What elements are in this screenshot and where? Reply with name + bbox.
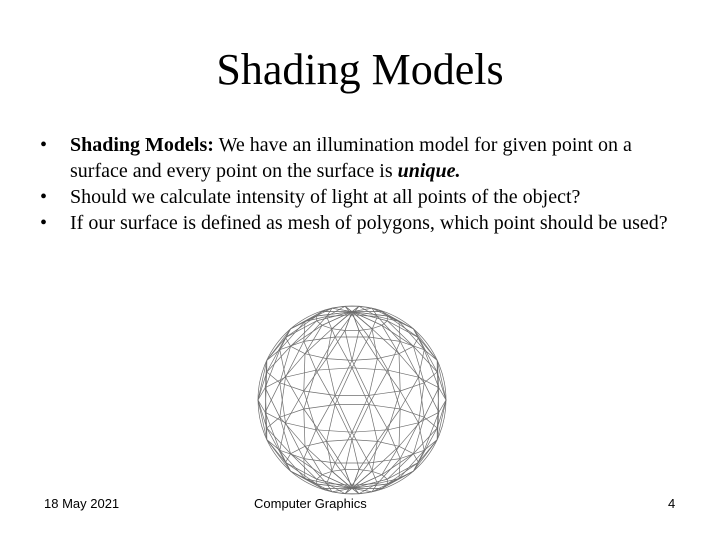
mesh-edge [424, 372, 437, 383]
mesh-edge [304, 409, 305, 446]
mesh-edge [335, 432, 352, 463]
bullet-list [40, 132, 680, 236]
mesh-edge [335, 405, 352, 440]
bullet-marker: • [40, 134, 48, 156]
mesh-edge [369, 405, 378, 442]
mesh-edge [369, 337, 388, 370]
mesh-edge [265, 383, 280, 413]
bullet-text: Should we calculate intensity of light at all points of the object? [70, 186, 581, 208]
mesh-edge [352, 368, 388, 370]
mesh-edge [316, 430, 335, 463]
mesh-edge [359, 470, 372, 472]
mesh-edge [359, 329, 372, 331]
slide-title: Shading Models [216, 45, 504, 94]
mesh-edge [352, 432, 369, 463]
bullet-item [40, 184, 680, 210]
mesh-edge [335, 395, 352, 432]
mesh-edge [286, 316, 317, 338]
mesh-edge [345, 331, 352, 361]
mesh-edge [291, 325, 323, 346]
mesh-edge [267, 440, 291, 472]
mesh-edge [291, 471, 305, 478]
mesh-edge [369, 395, 388, 429]
mesh-edge [399, 471, 413, 478]
mesh-edge [352, 360, 369, 395]
mesh-edge [352, 440, 359, 470]
mesh-edge [316, 370, 335, 404]
mesh-edge [352, 368, 369, 405]
mesh-edge [352, 430, 388, 432]
footer-page-number: 4 [668, 496, 676, 511]
mesh-edge [267, 372, 280, 383]
mesh-edge [327, 359, 352, 361]
mesh-edge [382, 454, 414, 475]
sphere-mesh [258, 306, 446, 494]
mesh-edge [291, 454, 323, 475]
bullet-emphasis: unique. [397, 160, 461, 182]
bullet-item [40, 210, 680, 236]
mesh-edge [286, 462, 317, 484]
mesh-edge [345, 440, 352, 470]
mesh-edge [352, 405, 369, 440]
bullet-marker: • [40, 212, 48, 234]
mesh-edge [413, 329, 437, 361]
mesh-edge [327, 359, 336, 396]
mesh-edge [304, 409, 327, 441]
mesh-edge [332, 470, 345, 472]
mesh-edge [352, 395, 369, 432]
mesh-edge [399, 354, 400, 391]
mesh-edge [377, 409, 400, 441]
mesh-edge [332, 329, 345, 331]
mesh-edge [335, 368, 352, 405]
mesh-edge [369, 430, 388, 463]
mesh-edge [327, 405, 336, 442]
mesh-edge [304, 354, 305, 391]
footer-course: Computer Graphics [254, 496, 367, 511]
mesh-edge [382, 325, 414, 346]
wireframe-sphere-image [252, 298, 452, 498]
mesh-edge [352, 331, 359, 361]
mesh-edge [304, 359, 327, 391]
mesh-edge [424, 383, 439, 413]
mesh-edge [388, 391, 400, 430]
mesh-edge [316, 368, 352, 370]
mesh-edge [352, 359, 377, 361]
mesh-edge [377, 359, 400, 391]
mesh-edge [387, 316, 418, 338]
mesh-edge [399, 409, 400, 446]
mesh-edge [400, 377, 418, 409]
mesh-edge [286, 377, 304, 409]
mesh-edge [304, 391, 316, 430]
mesh-edge [316, 395, 335, 429]
footer-date: 18 May 2021 [44, 496, 120, 511]
mesh-edge [369, 370, 388, 404]
mesh-edge [332, 308, 352, 312]
mesh-edge [424, 388, 439, 418]
mesh-edge [316, 430, 352, 432]
mesh-edge [352, 308, 372, 312]
bullet-text: If our surface is defined as mesh of polygons, which point should be used? [70, 212, 668, 234]
mesh-edge [305, 354, 327, 359]
mesh-edge [369, 359, 378, 396]
mesh-edge [335, 360, 352, 395]
mesh-edge [286, 391, 304, 423]
mesh-edge [265, 388, 280, 418]
bullet-marker: • [40, 186, 48, 208]
mesh-edge [377, 354, 399, 359]
bullet-lead-text: Shading Models: [70, 134, 214, 156]
mesh-edge [387, 462, 418, 484]
bullet-item [40, 132, 680, 184]
mesh-edge [400, 391, 418, 423]
bullet-text: We have an illumination model for given point on a surface and every point on the surface is [70, 134, 632, 182]
mesh-edge [316, 337, 335, 370]
